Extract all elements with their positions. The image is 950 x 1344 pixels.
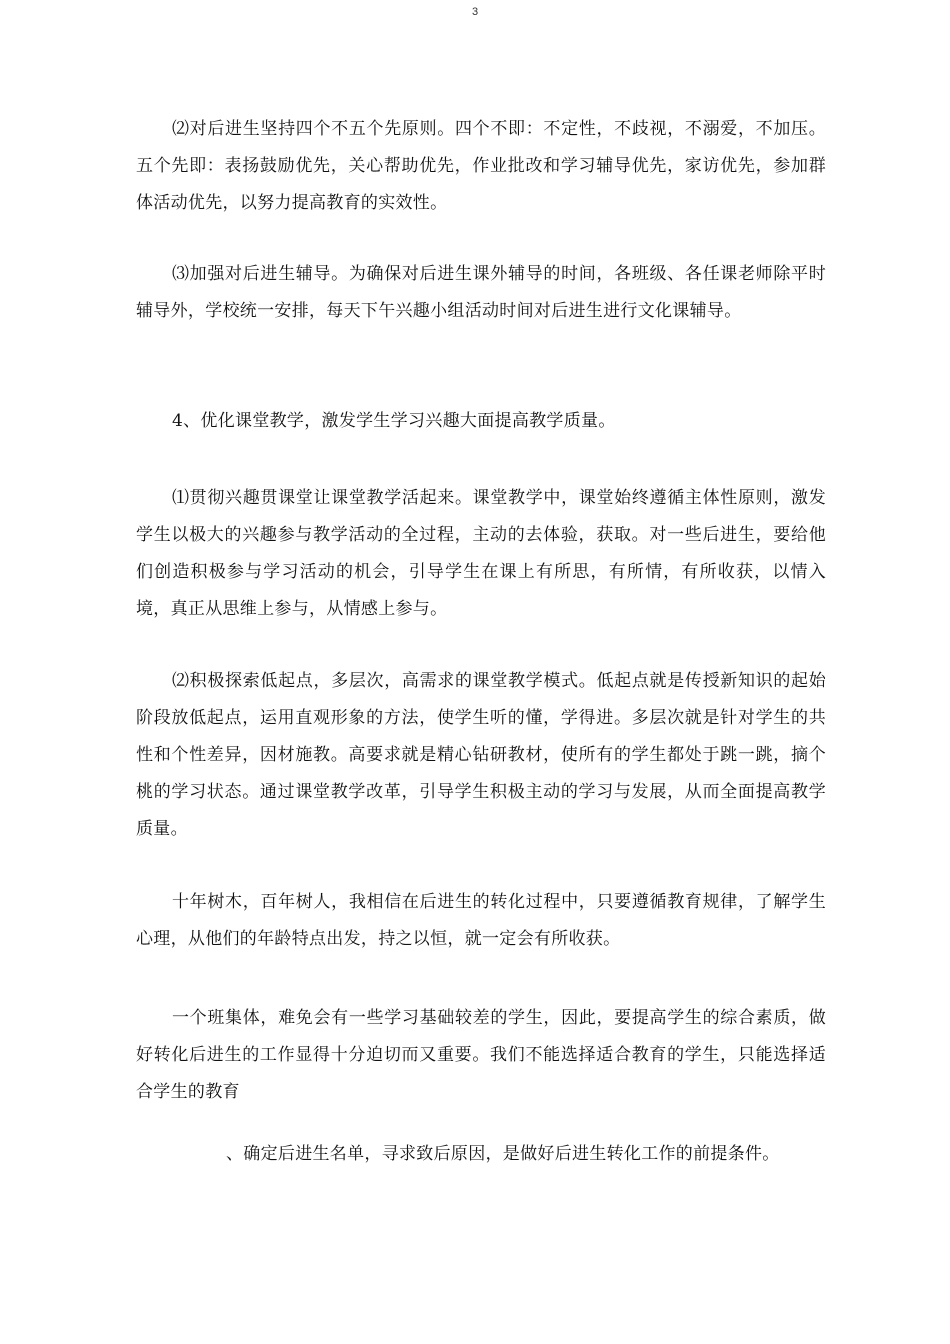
paragraph-class-collective: 一个班集体，难免会有一些学习基础较差的学生，因此，要提高学生的综合素质，做好转化后进生的工作显得十分迫切而又重要。我们不能选择适合教育的学生，只能选择适合学生的教育 <box>136 1008 826 1102</box>
paragraph-heading-optimize: 4、优化课堂教学，激发学生学习兴趣大面提高教学质量。 <box>172 411 616 431</box>
paragraph-conclusion: 十年树木，百年树人，我相信在后进生的转化过程中，只要遵循教育规律，了解学生心理，从他们的年龄特点出发，持之以恒，就一定会有所收获。 <box>136 892 826 949</box>
page-number: 3 <box>471 6 479 18</box>
paragraph-tutoring: ⑶加强对后进生辅导。为确保对后进生课外辅导的时间，各班级、各任课老师除平时辅导外，学校统一安排，每天下午兴趣小组活动时间对后进生进行文化课辅导。 <box>136 264 826 321</box>
paragraph-list-step: 、确定后进生名单，寻求致后原因，是做好后进生转化工作的前提条件。 <box>226 1144 780 1164</box>
paragraph-teaching-mode: ⑵积极探索低起点，多层次，高需求的课堂教学模式。低起点就是传授新知识的起始阶段放低起点，运用直观形象的方法，使学生听的懂，学得进。多层次就是针对学生的共性和个性差异，因材施教。高要求就是精心钻研教材，使所有的学生都处于跳一跳，摘个桃的学习状态。通过课堂教学改革，引导学生积极主动的学习与发展，从而全面提高教学质量。 <box>136 671 826 839</box>
paragraph-principles: ⑵对后进生坚持四个不五个先原则。四个不即：不定性，不歧视，不溺爱，不加压。五个先即：表扬鼓励优先，关心帮助优先，作业批改和学习辅导优先，家访优先，参加群体活动优先，以努力提高教育的实效性。 <box>136 119 826 213</box>
paragraph-interest: ⑴贯彻兴趣贯课堂让课堂教学活起来。课堂教学中，课堂始终遵循主体性原则，激发学生以极大的兴趣参与教学活动的全过程，主动的去体验，获取。对一些后进生，要给他们创造积极参与学习活动的机会，引导学生在课上有所思，有所情，有所收获，以情入境，真正从思维上参与，从情感上参与。 <box>136 488 826 619</box>
